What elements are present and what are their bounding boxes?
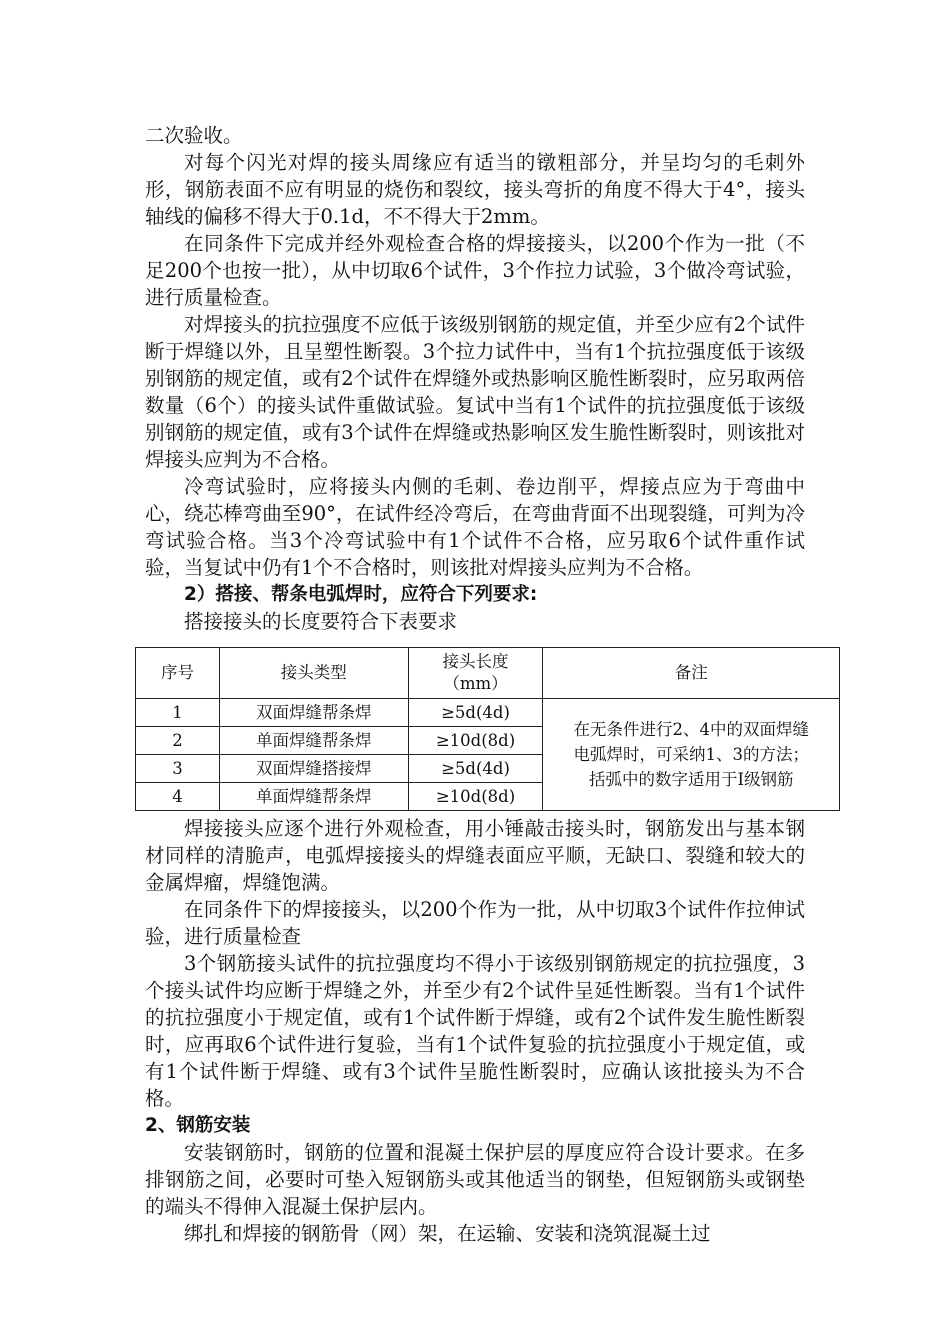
cell-length: ≥10d(8d)	[408, 783, 543, 811]
page-body	[145, 122, 805, 635]
cell-no: 4	[136, 783, 220, 811]
header-note: 备注	[543, 648, 840, 699]
cell-length: ≥10d(8d)	[408, 727, 543, 755]
cell-length: ≥5d(4d)	[408, 699, 543, 727]
cell-type: 单面焊缝帮条焊	[219, 783, 408, 811]
page-body-continued	[145, 815, 805, 1247]
section-heading: 2、钢筋安装	[145, 1115, 251, 1136]
cell-length: ≥5d(4d)	[408, 755, 543, 783]
header-length-label: 接头长度	[442, 652, 509, 671]
paragraph: 安装钢筋时，钢筋的位置和混凝土保护层的厚度应符合设计要求。在多排钢筋之间，必要时可垫入短钢筋头或其他适当的钢垫，但短钢筋头或钢垫的端头不得伸入混凝土保护层内。	[145, 1141, 805, 1218]
paragraph: 3个钢筋接头试件的抗拉强度均不得小于该级别钢筋规定的抗拉强度，3个接头试件均应断于焊缝之外，并至少有2个试件呈延性断裂。当有1个试件的抗拉强度小于规定值，或有1个试件断于焊缝，或有2个试件发生脆性断裂时，应再取6个试件进行复验，当有1个试件复验的抗拉强度小于规定值，或有1个试件断于焊缝、或有3个试件呈脆性断裂时，应确认该批接头为不合格。	[145, 952, 805, 1110]
cell-type: 双面焊缝搭接焊	[219, 755, 408, 783]
table-header-row	[136, 648, 840, 699]
note-line: 在无条件进行2、4中的双面焊缝	[573, 720, 809, 739]
header-no: 序号	[136, 648, 220, 699]
header-length	[408, 648, 543, 699]
cell-type: 双面焊缝帮条焊	[219, 699, 408, 727]
paragraph: 在同条件下的焊接接头，以200个作为一批，从中切取3个试件作拉伸试验，进行质量检查	[145, 898, 805, 948]
cell-no: 2	[136, 727, 220, 755]
lap-joint-table	[135, 647, 840, 811]
note-line: 括弧中的数字适用于Ⅰ级钢筋	[588, 770, 794, 789]
section-heading: 2）搭接、帮条电弧焊时，应符合下列要求:	[184, 584, 538, 605]
header-length-unit: （mm）	[443, 674, 508, 693]
table-row	[136, 699, 840, 727]
paragraph: 对焊接头的抗拉强度不应低于该级别钢筋的规定值，并至少应有2个试件断于焊缝以外，且呈塑性断裂。3个拉力试件中，当有1个抗拉强度低于该级别钢筋的规定值，或有2个试件在焊缝外或热影响区脆性断裂时，应另取两倍数量（6个）的接头试件重做试验。复试中当有1个试件的抗拉强度低于该级别钢筋的规定值，或有3个试件在焊缝或热影响区发生脆性断裂时，则该批对焊接头应判为不合格。	[145, 313, 805, 471]
cell-note	[543, 699, 840, 811]
paragraph: 冷弯试验时，应将接头内侧的毛刺、卷边削平，焊接点应为于弯曲中心，绕芯棒弯曲至90°，在试件经冷弯后，在弯曲背面不出现裂缝，可判为冷弯试验合格。当3个冷弯试验中有1个试件不合格，应另取6个试件重作试验，当复试中仍有1个不合格时，则该批对焊接头应判为不合格。	[145, 475, 805, 579]
cell-type: 单面焊缝帮条焊	[219, 727, 408, 755]
paragraph: 对每个闪光对焊的接头周缘应有适当的镦粗部分，并呈均匀的毛刺外形，钢筋表面不应有明显的烧伤和裂纹，接头弯折的角度不得大于4°，接头轴线的偏移不得大于0.1d，不不得大于2mm。	[145, 151, 805, 228]
paragraph: 二次验收。	[145, 124, 243, 147]
note-line: 电弧焊时，可采纳1、3的方法；	[573, 745, 809, 764]
cell-no: 1	[136, 699, 220, 727]
paragraph: 在同条件下完成并经外观检查合格的焊接接头，以200个作为一批（不足200个也按一批），从中切取6个试件，3个作拉力试验，3个做冷弯试验，进行质量检查。	[145, 232, 805, 309]
paragraph: 焊接接头应逐个进行外观检查，用小锤敲击接头时，钢筋发出与基本钢材同样的清脆声，电弧焊接接头的焊缝表面应平顺，无缺口、裂缝和较大的金属焊瘤，焊缝饱满。	[145, 817, 805, 894]
header-type: 接头类型	[219, 648, 408, 699]
table-intro: 搭接接头的长度要符合下表要求	[184, 610, 458, 633]
paragraph: 绑扎和焊接的钢筋骨（网）架，在运输、安装和浇筑混凝土过	[184, 1222, 711, 1245]
cell-no: 3	[136, 755, 220, 783]
